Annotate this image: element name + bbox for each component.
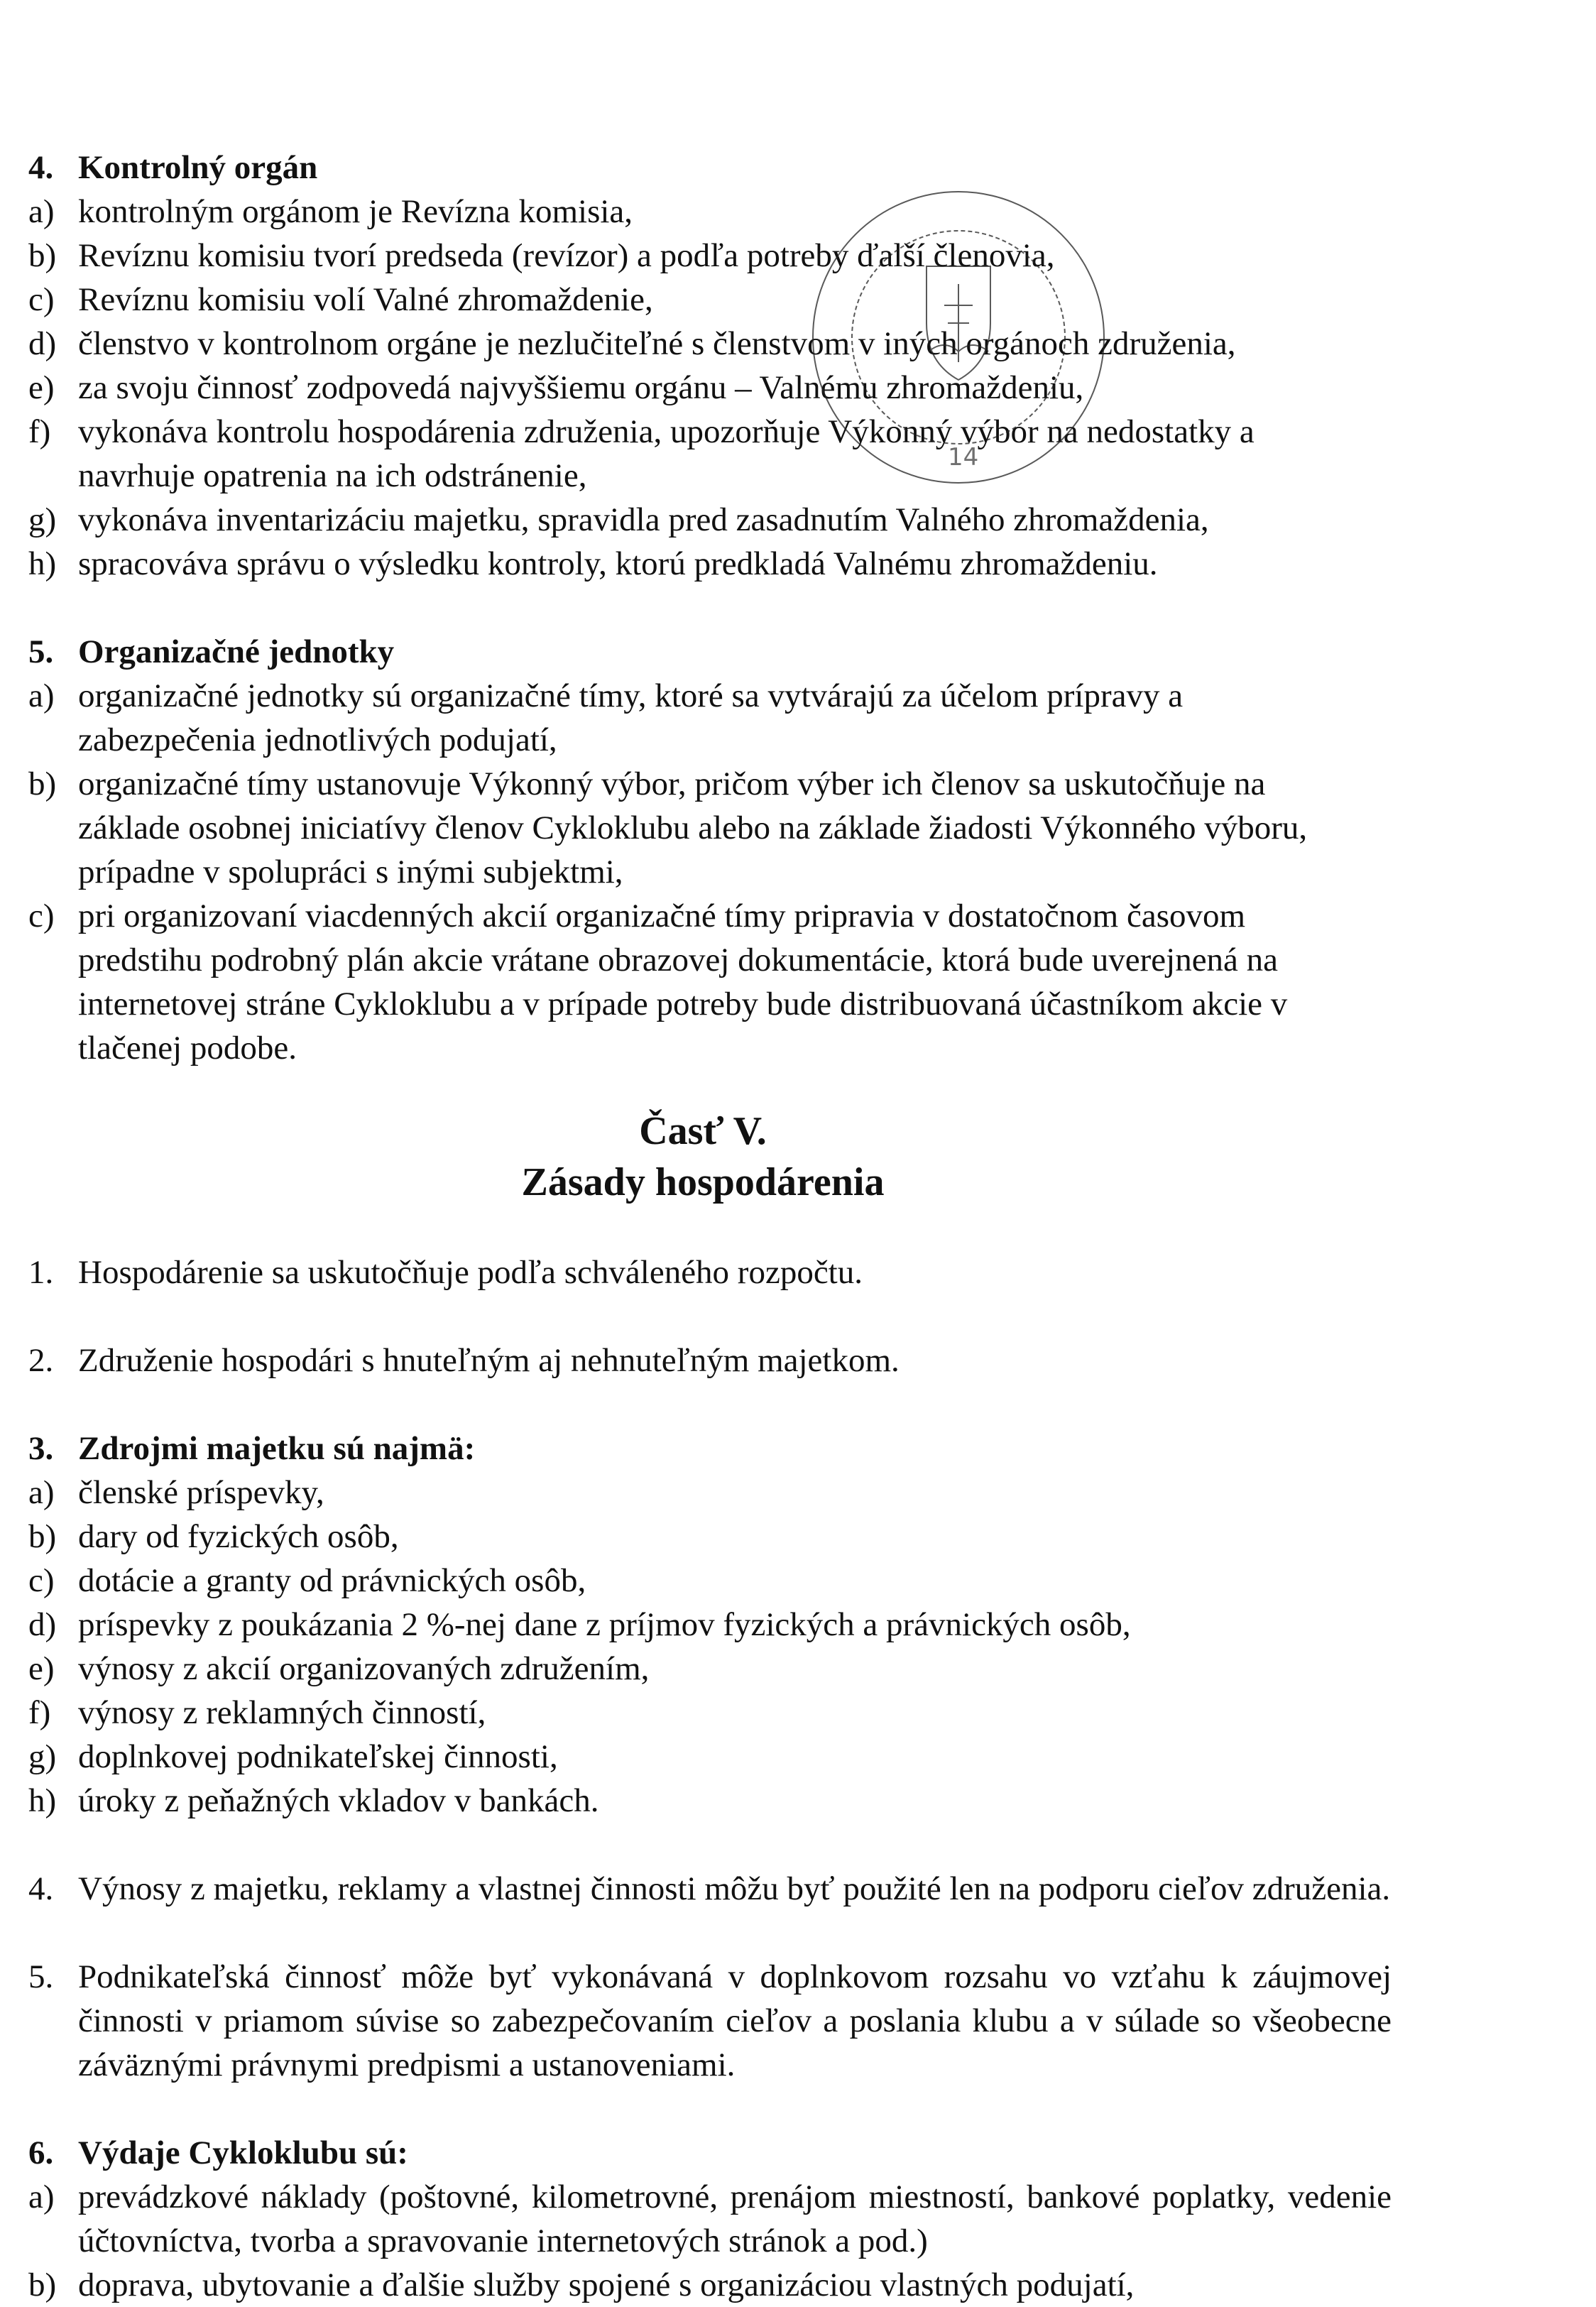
list-item	[28, 1691, 1392, 1735]
spacer	[28, 586, 1392, 630]
list-item-text: za svoju činnosť zodpovedá najvyššiemu orgánu – Valnému zhromaždeniu,	[78, 369, 1084, 406]
list-item	[28, 1471, 1392, 1515]
list-marker: c)	[28, 898, 55, 934]
section-kontrolny-organ	[28, 146, 1392, 586]
list-item-text: doplnkovej podnikateľskej činnosti,	[78, 1738, 558, 1775]
list-item	[28, 2175, 1392, 2263]
list-marker: b)	[28, 237, 57, 274]
list-item	[28, 1647, 1392, 1691]
list-item-text: organizačné tímy ustanovuje Výkonný výbor, pričom výber ich členov sa uskutočňuje na základe osobnej iniciatívy členov Cykloklubu alebo na základe žiadosti Výkonného výboru, prípadne v spolupráci s inými subjektmi,	[78, 765, 1308, 890]
section-number: 5.	[28, 633, 54, 670]
list-marker: b)	[28, 765, 57, 802]
paragraph-number: 2.	[28, 1342, 54, 1379]
paragraph-text: Združenie hospodári s hnuteľným aj nehnuteľným majetkom.	[78, 1342, 900, 1379]
list-item-text: dary od fyzických osôb,	[78, 1518, 399, 1555]
list-marker: e)	[28, 1650, 55, 1687]
list-item-text: kontrolným orgánom je Revízna komisia,	[78, 193, 633, 230]
section-heading	[28, 1427, 1392, 1471]
spacer	[28, 1208, 1392, 1250]
paragraph	[28, 1867, 1392, 1911]
section-organizacne-jednotky	[28, 630, 1392, 1070]
spacer	[28, 2087, 1392, 2131]
list-item	[28, 278, 1392, 322]
list-marker: e)	[28, 369, 55, 406]
list-item	[28, 410, 1392, 498]
list-item-text: vykonáva kontrolu hospodárenia združenia, upozorňuje Výkonný výbor na nedostatky a navrhuje opatrenia na ich odstránenie,	[78, 413, 1255, 494]
paragraph-text: Výnosy z majetku, reklamy a vlastnej činnosti môžu byť použité len na podporu cieľov združenia.	[78, 1870, 1391, 1907]
paragraph	[28, 1338, 1392, 1382]
list-item	[28, 542, 1392, 586]
section-title: Organizačné jednotky	[78, 633, 395, 670]
list-marker: b)	[28, 2267, 57, 2303]
list-marker: a)	[28, 1474, 55, 1511]
list-marker: h)	[28, 1782, 57, 1819]
list-marker: d)	[28, 1606, 57, 1643]
list-item	[28, 674, 1392, 762]
list-item-text: výnosy z reklamných činností,	[78, 1694, 486, 1731]
paragraph	[28, 1250, 1392, 1294]
list-marker: b)	[28, 1518, 57, 1555]
list-item	[28, 498, 1392, 542]
list-item	[28, 366, 1392, 410]
list-item	[28, 1779, 1392, 1823]
section-zdroje-majetku	[28, 1427, 1392, 1823]
section-title: Zdrojmi majetku sú najmä:	[78, 1430, 476, 1467]
list-marker: f)	[28, 1694, 51, 1731]
part-title: Zásady hospodárenia	[521, 1160, 885, 1204]
paragraph-number: 1.	[28, 1254, 54, 1291]
part-heading	[28, 1106, 1377, 1208]
list-marker: g)	[28, 1738, 57, 1775]
section-title: Výdaje Cykloklubu sú:	[78, 2134, 408, 2171]
list-item	[28, 894, 1392, 1070]
list-item	[28, 1515, 1392, 1559]
document-body	[28, 146, 1392, 2307]
section-heading	[28, 2131, 1392, 2175]
list-item-text: pri organizovaní viacdenných akcií organizačné tímy pripravia v dostatočnom časovom predstihu podrobný plán akcie vrátane obrazovej dokumentácie, ktorá bude uverejnená na internetovej stráne Cykloklubu a v prípade potreby bude distribuovaná účastníkom akcie v tlačenej podobe.	[78, 898, 1288, 1067]
list-marker: g)	[28, 501, 57, 538]
section-number: 6.	[28, 2134, 54, 2171]
list-marker: d)	[28, 325, 57, 362]
list-item-text: Revíznu komisiu tvorí predseda (revízor) a podľa potreby ďalší členovia,	[78, 237, 1055, 274]
spacer	[28, 1382, 1392, 1427]
list-marker: a)	[28, 2178, 55, 2215]
paragraph-number: 4.	[28, 1870, 54, 1907]
paragraph	[28, 1955, 1392, 2087]
list-item-text: príspevky z poukázania 2 %-nej dane z príjmov fyzických a právnických osôb,	[78, 1606, 1131, 1643]
list-marker: a)	[28, 193, 55, 230]
list-marker: a)	[28, 677, 55, 714]
list-item-text: spracováva správu o výsledku kontroly, ktorú predkladá Valnému zhromaždeniu.	[78, 545, 1158, 582]
list-item-text: dotácie a granty od právnických osôb,	[78, 1562, 586, 1599]
spacer	[28, 1294, 1392, 1338]
list-item-text: členské príspevky,	[78, 1474, 324, 1511]
list-item	[28, 1559, 1392, 1603]
spacer	[28, 1911, 1392, 1955]
list-item-text: organizačné jednotky sú organizačné tímy, ktoré sa vytvárajú za účelom prípravy a zabezpečenia jednotlivých podujatí,	[78, 677, 1184, 758]
list-item-text: výnosy z akcií organizovaných združením,	[78, 1650, 650, 1687]
list-item-text: Revíznu komisiu volí Valné zhromaždenie,	[78, 281, 653, 318]
list-item-text: doprava, ubytovanie a ďalšie služby spojené s organizáciou vlastných podujatí,	[78, 2267, 1135, 2303]
list-item	[28, 322, 1392, 366]
list-item	[28, 190, 1392, 234]
section-number: 3.	[28, 1430, 54, 1467]
list-marker: h)	[28, 545, 57, 582]
list-item	[28, 1603, 1392, 1647]
list-marker: c)	[28, 281, 55, 318]
section-heading	[28, 630, 1392, 674]
list-item	[28, 234, 1392, 278]
list-item	[28, 762, 1392, 894]
list-item-text: prevádzkové náklady (poštovné, kilometrovné, prenájom miestností, bankové poplatky, vedenie účtovníctva, tvorba a spravovanie internetových stránok a pod.)	[78, 2178, 1392, 2259]
spacer	[28, 1070, 1392, 1106]
section-heading	[28, 146, 1392, 190]
list-item-text: členstvo v kontrolnom orgáne je nezlučiteľné s členstvom v iných orgánoch združenia,	[78, 325, 1236, 362]
paragraph-text: Hospodárenie sa uskutočňuje podľa schváleného rozpočtu.	[78, 1254, 863, 1291]
stamp-number: 14	[948, 443, 979, 471]
spacer	[28, 1823, 1392, 1867]
paragraph-text: Podnikateľská činnosť môže byť vykonávaná v doplnkovom rozsahu vo vzťahu k záujmovej činnosti v priamom súvise so zabezpečovaním cieľov a poslania klubu a v súlade so všeobecne záväznými právnymi predpismi a ustanoveniami.	[78, 1958, 1392, 2083]
list-marker: f)	[28, 413, 51, 450]
section-number: 4.	[28, 149, 54, 186]
list-item	[28, 1735, 1392, 1779]
list-item-text: úroky z peňažných vkladov v bankách.	[78, 1782, 599, 1819]
section-title: Kontrolný orgán	[78, 149, 318, 186]
list-item-text: vykonáva inventarizáciu majetku, spravidla pred zasadnutím Valného zhromaždenia,	[78, 501, 1209, 538]
section-vydaje	[28, 2131, 1392, 2307]
list-item	[28, 2263, 1392, 2307]
paragraph-number: 5.	[28, 1958, 54, 1995]
part-number: Časť V.	[639, 1109, 767, 1153]
list-marker: c)	[28, 1562, 55, 1599]
